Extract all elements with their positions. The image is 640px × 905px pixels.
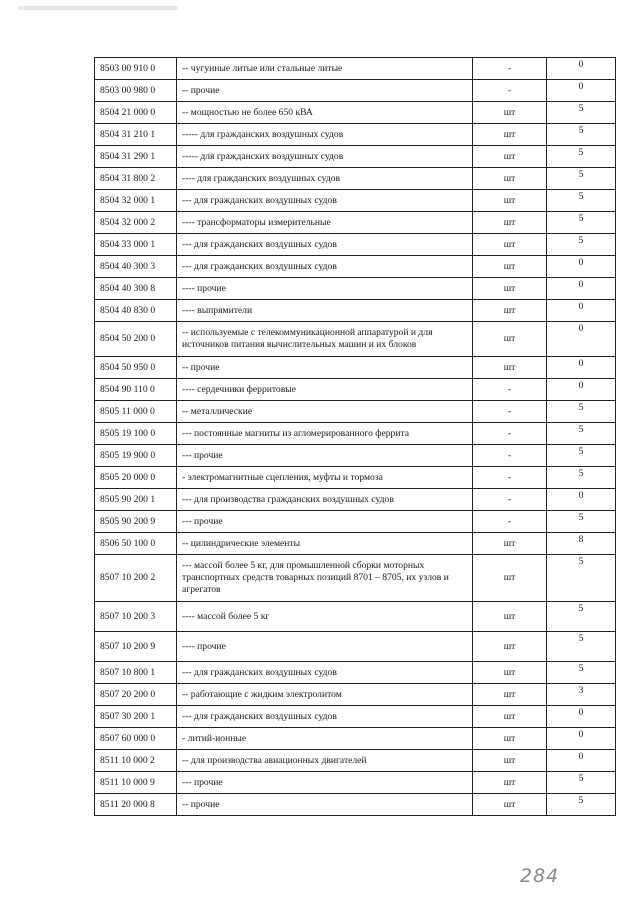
table-row [95,190,616,212]
unit-cell: шт [473,772,547,794]
code-cell: 8504 31 210 1 [95,124,177,146]
rate-cell: 5 [547,423,616,445]
rate-cell: 0 [547,80,616,102]
rate-cell: 0 [547,58,616,80]
code-cell: 8505 11 000 0 [95,401,177,423]
rate-cell: 5 [547,124,616,146]
unit-cell: шт [473,322,547,357]
table-row [95,684,616,706]
unit-cell: - [473,423,547,445]
unit-cell: шт [473,555,547,602]
code-cell: 8504 32 000 2 [95,212,177,234]
description-cell: --- для гражданских воздушных судов [177,234,473,256]
code-cell: 8504 90 110 0 [95,379,177,401]
table-row [95,300,616,322]
code-cell: 8504 33 000 1 [95,234,177,256]
rate-cell: 5 [547,632,616,662]
description-cell: ---- прочие [177,278,473,300]
unit-cell: шт [473,706,547,728]
code-cell: 8504 50 950 0 [95,357,177,379]
description-cell: ---- для гражданских воздушных судов [177,168,473,190]
description-cell: -- для производства авиационных двигателей [177,750,473,772]
code-cell: 8505 90 200 1 [95,489,177,511]
table-row [95,772,616,794]
unit-cell: шт [473,124,547,146]
unit-cell: шт [473,662,547,684]
code-cell: 8505 19 900 0 [95,445,177,467]
code-cell: 8503 00 910 0 [95,58,177,80]
code-cell: 8511 20 000 8 [95,794,177,816]
table-row [95,632,616,662]
description-cell: --- для гражданских воздушных судов [177,190,473,212]
code-cell: 8504 32 000 1 [95,190,177,212]
description-cell: -- чугунные литые или стальные литые [177,58,473,80]
code-cell: 8507 30 200 1 [95,706,177,728]
table-row [95,401,616,423]
table-row [95,489,616,511]
rate-cell: 5 [547,146,616,168]
unit-cell: шт [473,357,547,379]
code-cell: 8505 90 200 9 [95,511,177,533]
description-cell: -- прочие [177,80,473,102]
description-cell: --- для гражданских воздушных судов [177,256,473,278]
code-cell: 8511 10 000 2 [95,750,177,772]
rate-cell: 5 [547,772,616,794]
description-cell: --- для производства гражданских воздушных судов [177,489,473,511]
description-cell: ---- прочие [177,632,473,662]
description-cell: ----- для гражданских воздушных судов [177,146,473,168]
unit-cell: шт [473,728,547,750]
table-row [95,533,616,555]
table-row [95,357,616,379]
rate-cell: 0 [547,489,616,511]
table-row [95,423,616,445]
unit-cell: шт [473,684,547,706]
description-cell: ---- трансформаторы измерительные [177,212,473,234]
unit-cell: шт [473,190,547,212]
code-cell: 8504 40 300 3 [95,256,177,278]
code-cell: 8511 10 000 9 [95,772,177,794]
table-row [95,662,616,684]
unit-cell: - [473,58,547,80]
code-cell: 8507 20 200 0 [95,684,177,706]
rate-cell: 5 [547,445,616,467]
table-row [95,750,616,772]
table-row [95,728,616,750]
rate-cell: 5 [547,212,616,234]
table-row [95,511,616,533]
table-row [95,234,616,256]
rate-cell: 0 [547,357,616,379]
rate-cell: 0 [547,300,616,322]
unit-cell: - [473,80,547,102]
unit-cell: шт [473,256,547,278]
table-row [95,168,616,190]
scan-artifact [18,6,178,10]
code-cell: 8507 10 200 9 [95,632,177,662]
table-row [95,124,616,146]
unit-cell: шт [473,278,547,300]
table-row [95,322,616,357]
table-row [95,602,616,632]
rate-cell: 5 [547,794,616,816]
unit-cell: шт [473,750,547,772]
description-cell: ---- сердечники ферритовые [177,379,473,401]
code-cell: 8507 10 800 1 [95,662,177,684]
code-cell: 8504 50 200 0 [95,322,177,357]
unit-cell: - [473,379,547,401]
code-cell: 8504 40 830 0 [95,300,177,322]
code-cell: 8505 20 000 0 [95,467,177,489]
code-cell: 8507 10 200 3 [95,602,177,632]
page-number-handwritten: 284 [520,865,560,887]
description-cell: -- используемые с телекоммуникационной аппаратурой и для источников питания вычислительных машин и их блоков [177,322,473,357]
table-row [95,278,616,300]
description-cell: ---- массой более 5 кг [177,602,473,632]
description-cell: ---- выпрямители [177,300,473,322]
rate-cell: 5 [547,234,616,256]
rate-cell: 0 [547,728,616,750]
rate-cell: 0 [547,750,616,772]
unit-cell: шт [473,234,547,256]
rate-cell: 5 [547,401,616,423]
code-cell: 8504 40 300 8 [95,278,177,300]
unit-cell: шт [473,794,547,816]
rate-cell: 0 [547,322,616,357]
rate-cell: 5 [547,102,616,124]
tariff-table [94,57,616,816]
code-cell: 8505 19 100 0 [95,423,177,445]
description-cell: - литий-ионные [177,728,473,750]
unit-cell: - [473,489,547,511]
table-row [95,146,616,168]
table-row [95,58,616,80]
unit-cell: - [473,401,547,423]
unit-cell: - [473,445,547,467]
code-cell: 8504 21 000 0 [95,102,177,124]
table-row [95,102,616,124]
rate-cell: 0 [547,278,616,300]
rate-cell: 0 [547,256,616,278]
table-row [95,706,616,728]
rate-cell: 3 [547,684,616,706]
table-row [95,794,616,816]
rate-cell: 5 [547,511,616,533]
table-row [95,379,616,401]
unit-cell: шт [473,146,547,168]
description-cell: -- прочие [177,357,473,379]
rate-cell: 0 [547,379,616,401]
unit-cell: шт [473,533,547,555]
tariff-table-body [95,58,616,816]
unit-cell: шт [473,102,547,124]
description-cell: --- постоянные магниты из агломерированного феррита [177,423,473,445]
description-cell: -- металлические [177,401,473,423]
rate-cell: 5 [547,662,616,684]
description-cell: --- массой более 5 кг, для промышленной сборки моторных транспортных средств товарных позиций 8701 – 8705, их узлов и агрегатов [177,555,473,602]
description-cell: --- прочие [177,772,473,794]
table-row [95,445,616,467]
unit-cell: шт [473,212,547,234]
code-cell: 8504 31 800 2 [95,168,177,190]
code-cell: 8504 31 290 1 [95,146,177,168]
unit-cell: шт [473,632,547,662]
rate-cell: 5 [547,467,616,489]
table-row [95,80,616,102]
description-cell: -- мощностью не более 650 кВА [177,102,473,124]
description-cell: - электромагнитные сцепления, муфты и тормоза [177,467,473,489]
unit-cell: шт [473,168,547,190]
table-row [95,467,616,489]
description-cell: -- цилиндрические элементы [177,533,473,555]
rate-cell: 5 [547,602,616,632]
rate-cell: 8 [547,533,616,555]
rate-cell: 5 [547,555,616,602]
code-cell: 8506 50 100 0 [95,533,177,555]
rate-cell: 5 [547,190,616,212]
rate-cell: 5 [547,168,616,190]
code-cell: 8507 10 200 2 [95,555,177,602]
description-cell: -- работающие с жидким электролитом [177,684,473,706]
unit-cell: - [473,511,547,533]
description-cell: --- для гражданских воздушных судов [177,662,473,684]
description-cell: --- прочие [177,445,473,467]
table-row [95,256,616,278]
description-cell: -- прочие [177,794,473,816]
unit-cell: - [473,467,547,489]
description-cell: --- прочие [177,511,473,533]
table-row [95,555,616,602]
unit-cell: шт [473,602,547,632]
table-row [95,212,616,234]
description-cell: --- для гражданских воздушных судов [177,706,473,728]
rate-cell: 0 [547,706,616,728]
code-cell: 8507 60 000 0 [95,728,177,750]
code-cell: 8503 00 980 0 [95,80,177,102]
description-cell: ----- для гражданских воздушных судов [177,124,473,146]
unit-cell: шт [473,300,547,322]
